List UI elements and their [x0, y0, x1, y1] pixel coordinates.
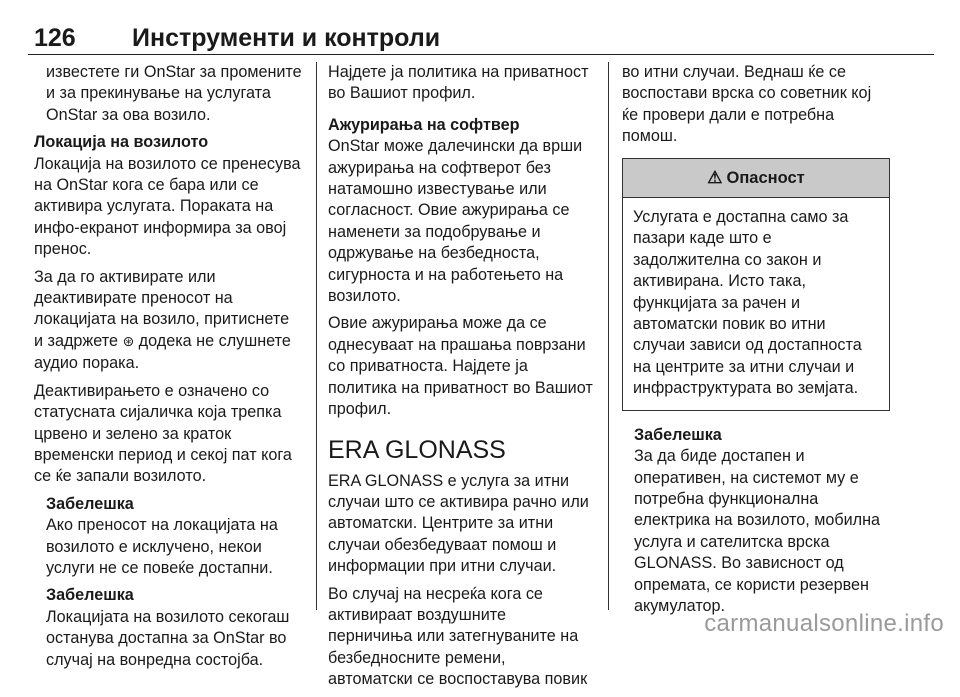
note-title: Забелешка	[634, 425, 722, 444]
era-paragraph-1: ERA GLONASS е услуга за итни случаи што се активира рачно или автоматски. Центрите за итни случаи обезбедуваат помош и информации при итни случаи.	[328, 471, 589, 576]
warning-header	[623, 159, 889, 198]
page-header	[28, 20, 934, 55]
note-block-1	[34, 494, 302, 580]
column-divider	[608, 62, 609, 610]
intro-paragraph: известете ги OnStar за промените и за прекинување на услугата OnStar за ова возило.	[46, 63, 302, 124]
note-title: Забелешка	[46, 494, 134, 513]
section-heading-software: Ажурирања на софтвер	[328, 115, 520, 134]
phone-icon: ⊛	[122, 333, 135, 350]
note-block-2	[34, 585, 302, 671]
section-heading-era-glonass: ERA GLONASS	[328, 435, 506, 464]
location-paragraph-3: Деактивирањето е означено со статусната сијаличка која трепка црвено и зелено за краток временски период и секој пат кога се ќе запали возилото.	[34, 381, 292, 486]
page-number: 126	[34, 24, 76, 52]
note-block-3	[622, 425, 890, 618]
note-text: Ако преносот на локацијата на возилото е исклучено, некои услуги не се повеќе достапни.	[46, 516, 278, 577]
section-heading-location: Локација на возилото	[34, 133, 209, 152]
warning-triangle-icon: ⚠	[707, 167, 723, 187]
software-paragraph-1: OnStar може далечински да врши ажурирања на софтверот без натамошно известување или согласност. Овие ажурирања се наменети за подобрување и одржување на безбедноста, сигурноста и на работењето на возилото.	[328, 137, 583, 306]
warning-text: Услугата е достапна само за пазари каде што е задолжителна со закон и активирана. Исто така, функцијата за рачен и автоматски повик во итни случаи зависи од достапноста на центрите за итни случаи и инфраструктурата во земјата.	[633, 208, 862, 398]
note-title: Забелешка	[46, 586, 134, 605]
warning-box	[622, 158, 890, 411]
location-paragraph-2-text-a: За да го активирате или деактивирате преносот на локацијата на возило, притиснете и задржете	[34, 267, 290, 350]
warning-title: Опасност	[726, 168, 805, 187]
note-text: Локацијата на возилото секогаш останува достапна за OnStar во случај на вонредна состојба.	[46, 607, 290, 669]
note-text: За да биде достапен и оперативен, на системот му е потребна функционална електрика на возилото, мобилна услуга и сателитска врска GLONASS. Во зависност од опремата, се користи резервен акумулатор.	[634, 447, 881, 615]
location-paragraph-2-text-b: додека не слушнете аудио порака.	[34, 331, 291, 373]
era-continued-paragraph: во итни случаи. Веднаш ќе се воспостави врска со советник кој ќе провери дали е потребна помош.	[622, 63, 872, 146]
column-right	[622, 62, 890, 623]
page-title: Инструменти и контроли	[132, 24, 441, 52]
column-divider	[316, 62, 317, 610]
era-paragraph-2: Во случај на несреќа кога се активираат воздушните перничиња или затегнуваните на безбедносните ремени, автоматски се воспоставува повик	[328, 584, 588, 689]
privacy-paragraph: Најдете ја политика на приватност во Вашиот профил.	[328, 63, 589, 103]
watermark: carmanualsonline.info	[704, 610, 944, 637]
software-paragraph-2: Овие ажурирања може да се однесуваат на прашања поврзани со приватноста. Најдете ја политика на приватност во Вашиот профил.	[328, 314, 593, 419]
column-left	[34, 62, 302, 677]
column-middle	[328, 62, 594, 697]
location-paragraph-2	[34, 267, 302, 375]
location-paragraph-1: Локација на возилото се пренесува на OnStar кога се бара или се активира услугата. Пораката на инфо-екранот информира за овој пренос.	[34, 154, 301, 259]
